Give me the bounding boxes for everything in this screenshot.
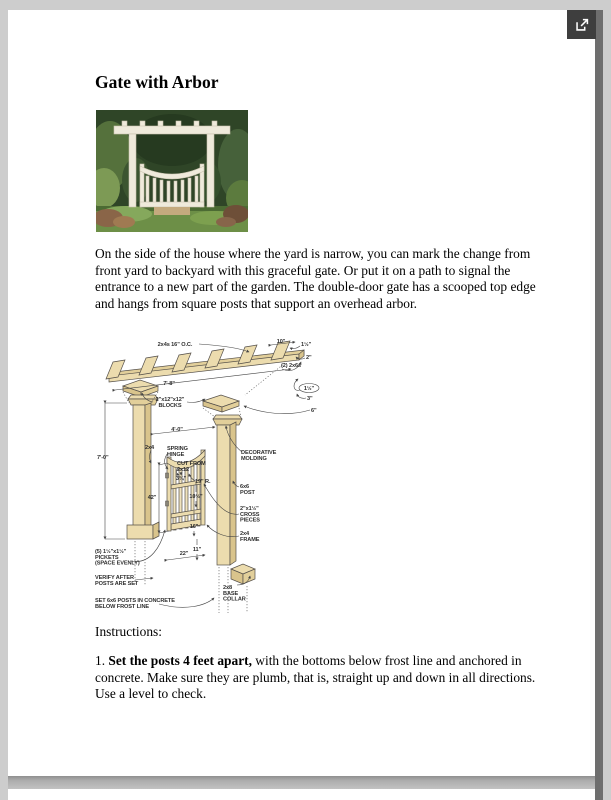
svg-text:2x4FRAME: 2x4 FRAME — [240, 531, 260, 543]
svg-text:1½": 1½" — [303, 386, 315, 392]
svg-text:CUT FROM2x12: CUT FROM 2x12 — [177, 461, 206, 473]
scrollbar[interactable] — [595, 10, 603, 800]
svg-text:(5) 1½"x1½"PICKETS(SPACE EVENL: (5) 1½"x1½" PICKETS (SPACE EVENLY) — [95, 549, 140, 567]
svg-text:42": 42" — [147, 495, 157, 501]
instructions-heading: Instructions: — [95, 624, 162, 639]
svg-text:3": 3" — [307, 396, 313, 402]
svg-text:(2) 2x6s: (2) 2x6s — [281, 363, 302, 369]
step-number: 1. — [95, 653, 109, 668]
open-in-new-icon — [573, 16, 591, 34]
svg-text:11": 11" — [192, 547, 202, 553]
svg-text:2"x12"x12"BLOCKS: 2"x12"x12" BLOCKS — [155, 397, 185, 409]
svg-text:2x4s 16" O.C.: 2x4s 16" O.C. — [157, 342, 193, 348]
assembly-diagram — [95, 333, 335, 625]
svg-text:2x8BASECOLLAR: 2x8 BASE COLLAR — [223, 585, 246, 603]
page-title: Gate with Arbor — [95, 72, 219, 92]
svg-text:3¾": 3¾" — [175, 476, 187, 482]
step-1 — [95, 653, 557, 703]
svg-text:4'-0": 4'-0" — [171, 427, 183, 433]
document-page — [8, 10, 603, 776]
svg-text:VERIFY AFTERPOSTS ARE SET: VERIFY AFTER POSTS ARE SET — [95, 575, 139, 587]
step-rest-text: with the bottoms below frost line and anchored in concrete. Make sure they are plumb, that is, straight up and down in all directions. Use a level to check. — [95, 653, 536, 701]
page-separator — [8, 776, 603, 789]
svg-text:10½": 10½" — [189, 494, 203, 500]
svg-text:19" R.: 19" R. — [195, 479, 211, 485]
svg-text:6": 6" — [311, 408, 317, 414]
open-external-button[interactable] — [567, 10, 596, 39]
svg-text:16": 16" — [189, 524, 199, 530]
svg-text:7'-0": 7'-0" — [97, 455, 109, 461]
svg-text:6x6POST: 6x6 POST — [240, 484, 255, 496]
svg-text:2": 2" — [306, 355, 312, 361]
svg-text:2x4: 2x4 — [145, 445, 155, 451]
svg-text:22": 22" — [179, 551, 189, 557]
svg-text:1½": 1½" — [301, 342, 312, 348]
arbor-photo — [96, 110, 248, 232]
svg-text:SPRINGHINGE: SPRING HINGE — [167, 446, 188, 458]
svg-text:SET 6x6 POSTS IN CONCRETEBELOW: SET 6x6 POSTS IN CONCRETE BELOW FROST LINE — [95, 598, 175, 610]
svg-text:2"x1½"CROSSPIECES: 2"x1½" CROSS PIECES — [240, 506, 260, 524]
step-bold-text: Set the posts 4 feet apart, — [108, 653, 252, 668]
svg-text:7'-8": 7'-8" — [163, 381, 175, 387]
svg-text:10": 10" — [276, 339, 286, 345]
intro-paragraph: On the side of the house where the yard is narrow, you can mark the change from front yard to backyard with this graceful gate. Or put it on a path to signal the entrance to a new part of the garden. The double-door gate has a scooped top edge and hangs from square posts that support an overhead arbor. — [95, 246, 536, 311]
svg-text:DECORATIVEMOLDING: DECORATIVE MOLDING — [241, 450, 277, 462]
next-page-edge — [8, 789, 603, 800]
